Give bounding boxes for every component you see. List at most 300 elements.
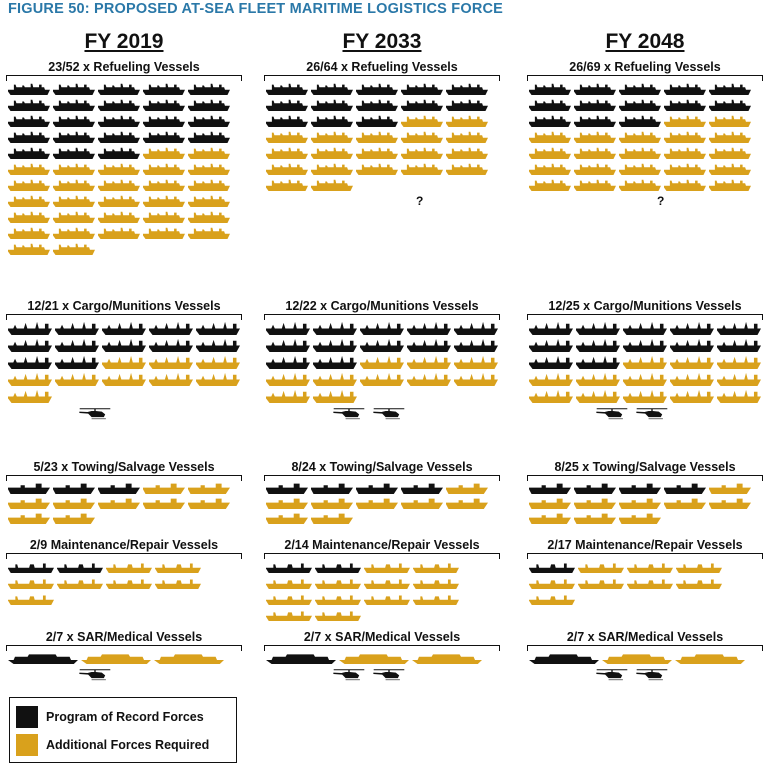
program-vessel-icon: [196, 338, 240, 352]
program-vessel-icon: [407, 321, 451, 335]
section-label: 23/52 x Refueling Vessels: [48, 60, 200, 74]
additional-vessel-icon: [602, 652, 672, 664]
program-vessel-icon: [98, 146, 140, 159]
program-vessel-icon: [8, 321, 52, 335]
program-vessel-icon: [266, 114, 308, 127]
additional-vessel-icon: [401, 497, 443, 509]
additional-vessel-icon: [188, 210, 230, 223]
additional-vessel-icon: [623, 389, 667, 403]
program-vessel-icon: [8, 560, 54, 573]
additional-vessel-icon: [188, 178, 230, 191]
section-label: 12/25 x Cargo/Munitions Vessels: [548, 299, 742, 313]
additional-vessel-icon: [188, 162, 230, 175]
program-vessel-icon: [446, 98, 488, 111]
program-vessel-icon: [709, 98, 751, 111]
program-vessel-icon: [266, 482, 308, 494]
additional-vessel-icon: [529, 130, 571, 143]
program-vessel-icon: [8, 114, 50, 127]
additional-vessel-icon: [102, 355, 146, 369]
section-bracket: [527, 645, 763, 651]
additional-vessel-icon: [413, 560, 459, 573]
program-vessel-icon: [664, 98, 706, 111]
section-label: 2/7 x SAR/Medical Vessels: [45, 630, 203, 644]
program-vessel-icon: [356, 482, 398, 494]
program-vessel-icon: [664, 82, 706, 95]
additional-vessel-icon: [98, 210, 140, 223]
program-vessel-icon: [266, 560, 312, 573]
additional-vessel-icon: [53, 512, 95, 524]
additional-vessel-icon: [717, 355, 761, 369]
additional-vessel-icon: [664, 146, 706, 159]
program-vessel-icon: [313, 355, 357, 369]
section-label: 26/69 x Refueling Vessels: [569, 60, 721, 74]
additional-vessel-icon: [311, 130, 353, 143]
additional-vessel-icon: [619, 130, 661, 143]
additional-vessel-icon: [446, 130, 488, 143]
additional-vessel-icon: [670, 372, 714, 386]
section-label: 2/14 Maintenance/Repair Vessels: [284, 538, 480, 552]
additional-vessel-icon: [8, 576, 54, 589]
program-vessel-icon: [188, 114, 230, 127]
additional-vessel-icon: [8, 194, 50, 207]
program-vessel-icon: [53, 482, 95, 494]
additional-vessel-icon: [266, 576, 312, 589]
section-towing-salvage: [525, 460, 764, 535]
additional-vessel-icon: [98, 226, 140, 239]
tiltrotor-icon: [372, 406, 406, 420]
additional-vessel-icon: [619, 162, 661, 175]
question-mark: ?: [416, 194, 424, 208]
program-vessel-icon: [664, 482, 706, 494]
additional-vessel-icon: [106, 576, 152, 589]
program-vessel-icon: [53, 114, 95, 127]
additional-vessel-icon: [53, 497, 95, 509]
additional-vessel-icon: [102, 372, 146, 386]
program-vessel-icon: [53, 146, 95, 159]
section-refueling: [262, 60, 502, 292]
program-vessel-icon: [8, 130, 50, 143]
additional-vessel-icon: [266, 162, 308, 175]
program-vessel-icon: [149, 321, 193, 335]
additional-vessel-icon: [143, 146, 185, 159]
program-vessel-icon: [709, 82, 751, 95]
program-vessel-icon: [574, 98, 616, 111]
program-vessel-icon: [529, 355, 573, 369]
program-vessel-icon: [670, 338, 714, 352]
additional-vessel-icon: [98, 178, 140, 191]
additional-vessel-icon: [676, 576, 722, 589]
program-vessel-icon: [311, 98, 353, 111]
additional-vessel-icon: [143, 226, 185, 239]
section-bracket: [527, 475, 763, 481]
additional-vessel-icon: [8, 592, 54, 605]
additional-vessel-icon: [529, 497, 571, 509]
additional-vessel-icon: [53, 178, 95, 191]
additional-vessel-icon: [574, 512, 616, 524]
additional-vessel-icon: [623, 372, 667, 386]
additional-vessel-icon: [266, 389, 310, 403]
program-vessel-icon: [53, 130, 95, 143]
additional-vessel-icon: [446, 482, 488, 494]
additional-vessel-icon: [454, 372, 498, 386]
program-vessel-icon: [574, 82, 616, 95]
section-bracket: [264, 475, 500, 481]
additional-vessel-icon: [364, 592, 410, 605]
additional-vessel-icon: [623, 355, 667, 369]
legend: [9, 697, 237, 763]
program-vessel-icon: [529, 114, 571, 127]
additional-vessel-icon: [188, 146, 230, 159]
additional-vessel-icon: [188, 226, 230, 239]
program-vessel-icon: [98, 82, 140, 95]
additional-vessel-icon: [266, 497, 308, 509]
program-vessel-icon: [188, 130, 230, 143]
additional-vessel-icon: [574, 178, 616, 191]
program-vessel-icon: [401, 482, 443, 494]
program-vessel-icon: [266, 98, 308, 111]
program-vessel-icon: [529, 482, 571, 494]
additional-vessel-icon: [529, 372, 573, 386]
additional-vessel-icon: [143, 210, 185, 223]
additional-vessel-icon: [709, 162, 751, 175]
column-fy-2019: [4, 30, 244, 730]
section-label: 5/23 x Towing/Salvage Vessels: [33, 460, 215, 474]
additional-vessel-icon: [356, 146, 398, 159]
program-vessel-icon: [574, 482, 616, 494]
program-vessel-icon: [8, 652, 78, 664]
additional-vessel-icon: [454, 355, 498, 369]
section-bracket: [264, 75, 500, 81]
figure-title: FIGURE 50: PROPOSED AT-SEA FLEET MARITIME LOGISTICS FORCE: [8, 1, 504, 17]
section-label: 26/64 x Refueling Vessels: [306, 60, 458, 74]
additional-vessel-icon: [446, 162, 488, 175]
program-vessel-icon: [356, 82, 398, 95]
section-label: 12/22 x Cargo/Munitions Vessels: [285, 299, 479, 313]
program-vessel-icon: [53, 82, 95, 95]
section-towing-salvage: [262, 460, 502, 535]
additional-vessel-icon: [529, 178, 571, 191]
additional-vessel-icon: [529, 162, 571, 175]
additional-vessel-icon: [709, 130, 751, 143]
additional-vessel-icon: [578, 576, 624, 589]
program-vessel-icon: [57, 560, 103, 573]
additional-vessel-icon: [8, 162, 50, 175]
program-vessel-icon: [360, 321, 404, 335]
additional-vessel-icon: [188, 482, 230, 494]
additional-vessel-icon: [266, 608, 312, 621]
program-vessel-icon: [266, 652, 336, 664]
additional-vessel-icon: [311, 512, 353, 524]
program-vessel-icon: [266, 321, 310, 335]
additional-vessel-icon: [709, 114, 751, 127]
additional-vessel-icon: [143, 162, 185, 175]
additional-vessel-icon: [311, 497, 353, 509]
program-vessel-icon: [102, 321, 146, 335]
program-vessel-icon: [55, 321, 99, 335]
program-vessel-icon: [143, 114, 185, 127]
additional-vessel-icon: [8, 226, 50, 239]
additional-vessel-icon: [364, 560, 410, 573]
additional-vessel-icon: [574, 497, 616, 509]
section-label: 12/21 x Cargo/Munitions Vessels: [27, 299, 221, 313]
section-refueling: [525, 60, 764, 292]
additional-vessel-icon: [664, 130, 706, 143]
additional-vessel-icon: [356, 162, 398, 175]
program-vessel-icon: [311, 82, 353, 95]
program-vessel-icon: [576, 338, 620, 352]
additional-vessel-icon: [266, 178, 308, 191]
legend-item-program: [16, 705, 204, 729]
additional-vessel-icon: [53, 210, 95, 223]
program-vessel-icon: [55, 338, 99, 352]
section-cargo-munitions: [262, 299, 502, 459]
program-vessel-icon: [188, 82, 230, 95]
additional-vessel-icon: [364, 576, 410, 589]
section-maintenance-repair: [4, 538, 244, 628]
program-vessel-icon: [670, 321, 714, 335]
additional-vessel-icon: [154, 652, 224, 664]
additional-vessel-icon: [709, 482, 751, 494]
program-vessel-icon: [576, 355, 620, 369]
additional-vessel-icon: [143, 482, 185, 494]
additional-vessel-icon: [446, 114, 488, 127]
program-vessel-icon: [619, 482, 661, 494]
program-vessel-icon: [313, 338, 357, 352]
additional-vessel-icon: [717, 372, 761, 386]
additional-vessel-icon: [529, 512, 571, 524]
year-heading: FY 2019: [84, 30, 164, 53]
helicopter-icon: [595, 667, 629, 681]
additional-vessel-icon: [313, 389, 357, 403]
section-maintenance-repair: [262, 538, 502, 628]
additional-vessel-icon: [576, 372, 620, 386]
program-vessel-icon: [143, 82, 185, 95]
additional-vessel-icon: [717, 389, 761, 403]
additional-vessel-icon: [627, 576, 673, 589]
program-vessel-icon: [196, 321, 240, 335]
legend-swatch-program: [16, 706, 38, 728]
program-vessel-icon: [8, 355, 52, 369]
additional-vessel-icon: [149, 355, 193, 369]
program-vessel-icon: [529, 652, 599, 664]
program-vessel-icon: [143, 98, 185, 111]
additional-vessel-icon: [413, 592, 459, 605]
additional-vessel-icon: [670, 389, 714, 403]
additional-vessel-icon: [676, 560, 722, 573]
section-bracket: [6, 645, 242, 651]
program-vessel-icon: [315, 560, 361, 573]
program-vessel-icon: [98, 114, 140, 127]
program-vessel-icon: [8, 82, 50, 95]
program-vessel-icon: [311, 482, 353, 494]
additional-vessel-icon: [155, 560, 201, 573]
section-label: 8/25 x Towing/Salvage Vessels: [554, 460, 736, 474]
additional-vessel-icon: [311, 146, 353, 159]
additional-vessel-icon: [413, 576, 459, 589]
legend-item-additional: [16, 733, 209, 757]
additional-vessel-icon: [627, 560, 673, 573]
additional-vessel-icon: [8, 242, 50, 255]
section-sar-medical: [525, 630, 764, 700]
additional-vessel-icon: [401, 114, 443, 127]
additional-vessel-icon: [401, 130, 443, 143]
tiltrotor-icon: [372, 667, 406, 681]
year-heading: FY 2033: [342, 30, 422, 53]
program-vessel-icon: [446, 82, 488, 95]
additional-vessel-icon: [529, 146, 571, 159]
section-label: 2/7 x SAR/Medical Vessels: [303, 630, 461, 644]
additional-vessel-icon: [8, 372, 52, 386]
helicopter-icon: [332, 406, 366, 420]
additional-vessel-icon: [407, 372, 451, 386]
program-vessel-icon: [8, 482, 50, 494]
legend-label-program: Program of Record Forces: [46, 710, 204, 724]
additional-vessel-icon: [339, 652, 409, 664]
additional-vessel-icon: [196, 355, 240, 369]
additional-vessel-icon: [576, 389, 620, 403]
program-vessel-icon: [454, 338, 498, 352]
additional-vessel-icon: [98, 162, 140, 175]
program-vessel-icon: [266, 338, 310, 352]
additional-vessel-icon: [8, 210, 50, 223]
additional-vessel-icon: [266, 592, 312, 605]
program-vessel-icon: [717, 321, 761, 335]
program-vessel-icon: [529, 321, 573, 335]
additional-vessel-icon: [709, 497, 751, 509]
section-bracket: [527, 75, 763, 81]
additional-vessel-icon: [356, 130, 398, 143]
additional-vessel-icon: [8, 512, 50, 524]
additional-vessel-icon: [664, 114, 706, 127]
additional-vessel-icon: [311, 162, 353, 175]
additional-vessel-icon: [529, 389, 573, 403]
year-heading: FY 2048: [605, 30, 685, 53]
additional-vessel-icon: [53, 226, 95, 239]
additional-vessel-icon: [401, 146, 443, 159]
program-vessel-icon: [8, 338, 52, 352]
additional-vessel-icon: [98, 194, 140, 207]
program-vessel-icon: [623, 321, 667, 335]
program-vessel-icon: [8, 98, 50, 111]
program-vessel-icon: [529, 98, 571, 111]
section-label: 8/24 x Towing/Salvage Vessels: [291, 460, 473, 474]
additional-vessel-icon: [315, 592, 361, 605]
additional-vessel-icon: [53, 162, 95, 175]
additional-vessel-icon: [356, 497, 398, 509]
additional-vessel-icon: [266, 372, 310, 386]
section-label: 2/17 Maintenance/Repair Vessels: [547, 538, 743, 552]
program-vessel-icon: [401, 98, 443, 111]
additional-vessel-icon: [529, 576, 575, 589]
section-bracket: [6, 475, 242, 481]
program-vessel-icon: [356, 98, 398, 111]
additional-vessel-icon: [81, 652, 151, 664]
section-sar-medical: [4, 630, 244, 700]
additional-vessel-icon: [53, 194, 95, 207]
additional-vessel-icon: [664, 162, 706, 175]
additional-vessel-icon: [578, 560, 624, 573]
section-bracket: [264, 553, 500, 559]
program-vessel-icon: [311, 114, 353, 127]
section-sar-medical: [262, 630, 502, 700]
program-vessel-icon: [529, 338, 573, 352]
additional-vessel-icon: [664, 178, 706, 191]
tiltrotor-icon: [635, 667, 669, 681]
program-vessel-icon: [98, 482, 140, 494]
additional-vessel-icon: [188, 194, 230, 207]
additional-vessel-icon: [311, 178, 353, 191]
additional-vessel-icon: [574, 162, 616, 175]
program-vessel-icon: [619, 82, 661, 95]
additional-vessel-icon: [143, 194, 185, 207]
legend-label-additional: Additional Forces Required: [46, 738, 210, 752]
program-vessel-icon: [53, 98, 95, 111]
additional-vessel-icon: [188, 497, 230, 509]
additional-vessel-icon: [266, 512, 308, 524]
additional-vessel-icon: [412, 652, 482, 664]
additional-vessel-icon: [619, 146, 661, 159]
program-vessel-icon: [98, 130, 140, 143]
additional-vessel-icon: [55, 372, 99, 386]
additional-vessel-icon: [619, 512, 661, 524]
additional-vessel-icon: [143, 178, 185, 191]
section-bracket: [264, 314, 500, 320]
helicopter-icon: [332, 667, 366, 681]
additional-vessel-icon: [149, 372, 193, 386]
program-vessel-icon: [717, 338, 761, 352]
program-vessel-icon: [623, 338, 667, 352]
program-vessel-icon: [188, 98, 230, 111]
program-vessel-icon: [143, 130, 185, 143]
additional-vessel-icon: [313, 372, 357, 386]
section-bracket: [264, 645, 500, 651]
program-vessel-icon: [360, 338, 404, 352]
section-bracket: [6, 553, 242, 559]
helicopter-icon: [78, 667, 112, 681]
additional-vessel-icon: [98, 497, 140, 509]
question-mark: ?: [657, 194, 665, 208]
additional-vessel-icon: [529, 592, 575, 605]
additional-vessel-icon: [53, 242, 95, 255]
program-vessel-icon: [576, 321, 620, 335]
program-vessel-icon: [619, 98, 661, 111]
section-cargo-munitions: [525, 299, 764, 459]
helicopter-icon: [595, 406, 629, 420]
program-vessel-icon: [401, 82, 443, 95]
section-refueling: [4, 60, 244, 292]
section-bracket: [527, 314, 763, 320]
additional-vessel-icon: [446, 497, 488, 509]
additional-vessel-icon: [709, 178, 751, 191]
additional-vessel-icon: [8, 497, 50, 509]
additional-vessel-icon: [143, 497, 185, 509]
additional-vessel-icon: [675, 652, 745, 664]
additional-vessel-icon: [574, 146, 616, 159]
section-label: 2/9 Maintenance/Repair Vessels: [29, 538, 219, 552]
program-vessel-icon: [574, 114, 616, 127]
additional-vessel-icon: [155, 576, 201, 589]
additional-vessel-icon: [664, 497, 706, 509]
tiltrotor-icon: [635, 406, 669, 420]
program-vessel-icon: [529, 560, 575, 573]
additional-vessel-icon: [315, 576, 361, 589]
program-vessel-icon: [356, 114, 398, 127]
section-maintenance-repair: [525, 538, 764, 628]
program-vessel-icon: [266, 355, 310, 369]
additional-vessel-icon: [619, 497, 661, 509]
column-fy-2048: [525, 30, 764, 730]
section-label: 2/7 x SAR/Medical Vessels: [566, 630, 724, 644]
